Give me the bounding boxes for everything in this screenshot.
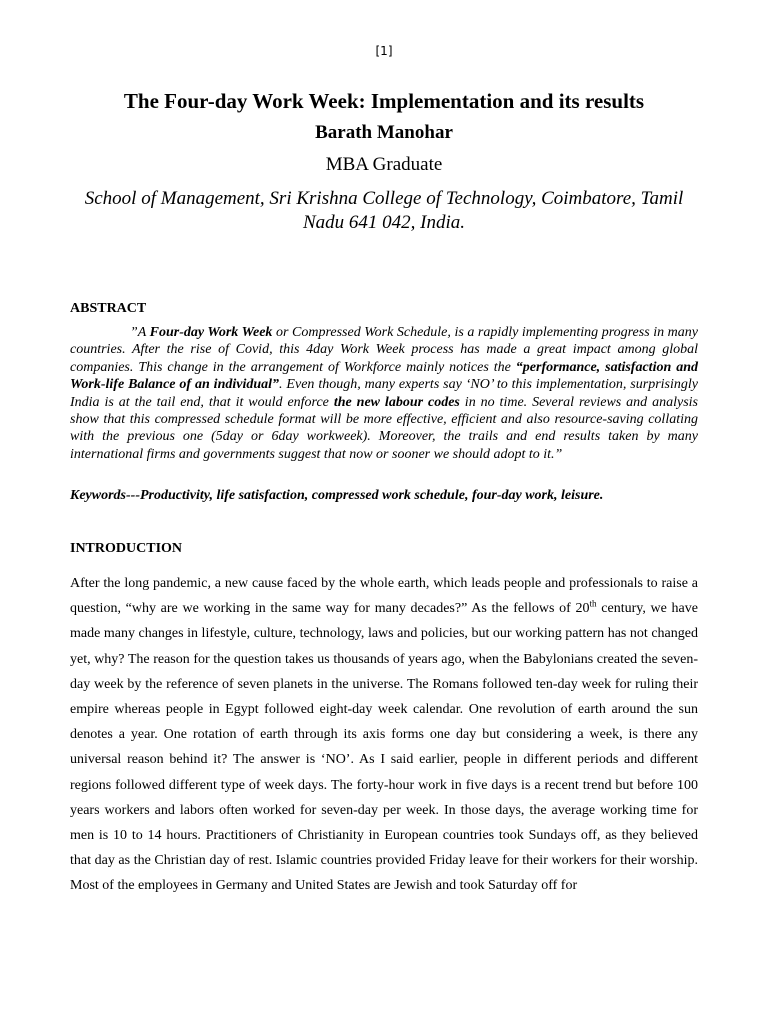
abstract-bold-phrase: “performance, satisfaction and Work-life Balance of an individual” xyxy=(70,359,698,393)
page-number: [1] xyxy=(375,44,393,58)
abstract-text: ”A Four-day Work Week or Compressed Work Schedule, is a rapidly implementing progress in many countries. After the rise of Covid, this 4day Work Week process has made a great impact among global companies. This change in the arrangement of Workforce mainly notices the “performance, satisfaction and Work-life Balance of an individual”. Even though, many experts say ‘NO’ to this implementation, surprisingly India is at the tail end, that it would enforce the new labour codes in no time. Several reviews and analysis show that this compressed schedule format will be more effective, efficient and also resource-saving collating with the previous one (5day or 6day workweek). Moreover, the trails and end results taken by many international firms and governments suggest that now or sooner we should adopt to it.” xyxy=(70,325,699,462)
superscript-th: th xyxy=(589,598,597,609)
introduction-text: After the long pandemic, a new cause faced by the whole earth, which leads people and professionals to raise a question, “why are we working in the same way for many decades?” As the fellows of 20th century, we have made many changes in lifestyle, culture, technology, laws and policies, but our working pattern has not changed yet, why? The reason for the question takes us thousands of years ago, when the Babylonians created the seven-day week by the reference of seven planets in the universe. The Romans followed ten-day week for ruling their empire whereas people in Egypt followed eight-day week calendar. One revolution of earth around the sun denotes a year. One rotation of earth through its axis forms one day but considering a week, is there any universal reason behind it? The answer is ‘NO’. As I said earlier, people in different periods and different regions followed different type of week days. The forty-hour work in five days is a recent trend but before 100 years workers and labors often worked for seven-day per week. In those days, the average working time for men is 10 to 14 hours. Practitioners of Christianity in European countries took Sundays off, as they believed that day as the Christian day of rest. Islamic countries provided Friday leave for their workers for their worship. Most of the employees in Germany and United States are Jewish and took Saturday off for xyxy=(70,576,698,894)
keywords: Keywords---Productivity, life satisfaction, compressed work schedule, four-day work, leisure. xyxy=(70,488,604,503)
paper-title: The Four-day Work Week: Implementation and its results xyxy=(123,89,645,113)
author-degree: MBA Graduate xyxy=(325,154,443,175)
abstract-bold-codes: the new labour codes xyxy=(333,394,460,410)
author-name: Barath Manohar xyxy=(315,122,453,143)
abstract-bold-term: Four-day Work Week xyxy=(149,325,273,340)
author-affiliation: School of Management, Sri Krishna College of Technology, Coimbatore, Tamil Nadu 641 042, India. xyxy=(84,188,684,233)
abstract-heading: ABSTRACT xyxy=(70,301,147,316)
introduction-heading: INTRODUCTION xyxy=(70,541,183,556)
